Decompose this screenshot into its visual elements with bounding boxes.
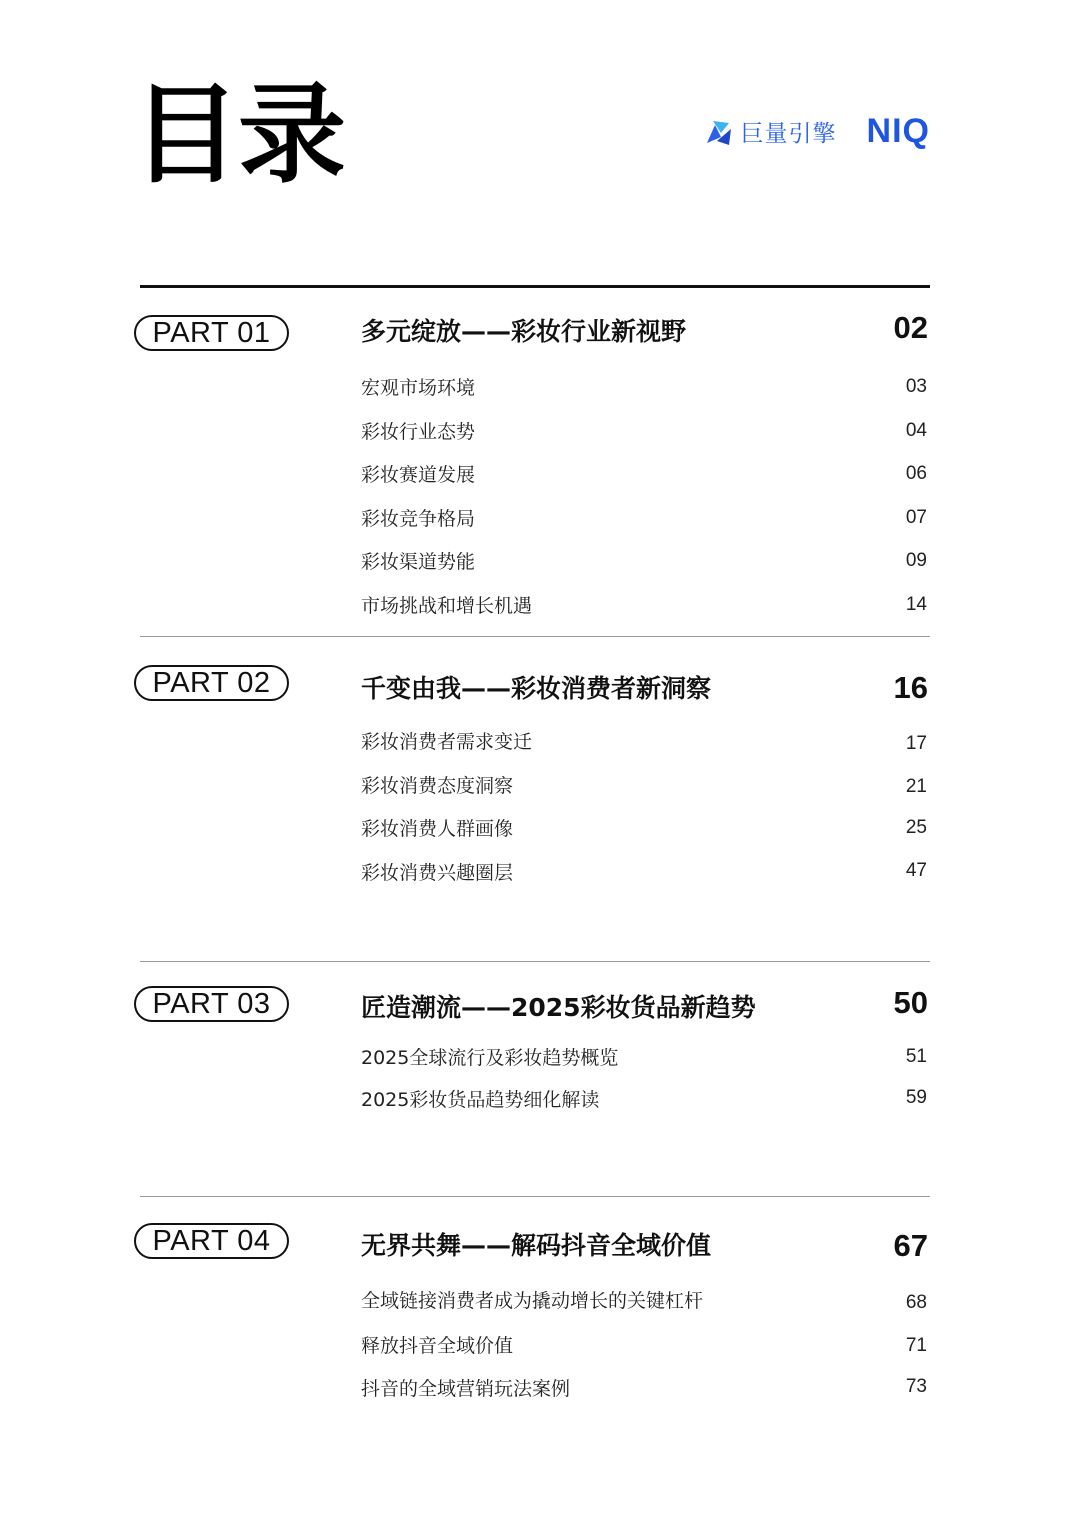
toc-item-page: 25 xyxy=(905,817,927,838)
toc-item[interactable]: 2025全球流行及彩妆趋势概览 xyxy=(361,1047,619,1069)
toc-item[interactable]: 抖音的全域营销玩法案例 xyxy=(361,1378,571,1400)
toc-item-page: 47 xyxy=(905,860,927,881)
section-title[interactable]: 无界共舞——解码抖音全域价值 xyxy=(361,1231,712,1260)
toc-item[interactable]: 市场挑战和增长机遇 xyxy=(361,595,533,617)
part-badge: PART 01 xyxy=(134,315,289,351)
toc-item[interactable]: 彩妆行业态势 xyxy=(361,421,476,443)
toc-item[interactable]: 彩妆消费兴趣圈层 xyxy=(361,862,514,884)
toc-item[interactable]: 宏观市场环境 xyxy=(361,377,476,399)
section-divider xyxy=(140,961,930,962)
section-title[interactable]: 多元绽放——彩妆行业新视野 xyxy=(361,317,687,346)
toc-item-page: 07 xyxy=(905,507,927,528)
toc-item-page: 71 xyxy=(905,1335,927,1356)
toc-item-page: 03 xyxy=(905,376,927,397)
section-title[interactable]: 千变由我——彩妆消费者新洞察 xyxy=(361,674,712,703)
toc-item-page: 14 xyxy=(905,594,927,615)
toc-item-page: 04 xyxy=(905,420,927,441)
top-rule xyxy=(140,285,930,288)
toc-item[interactable]: 释放抖音全域价值 xyxy=(361,1335,514,1357)
section-page-number: 50 xyxy=(893,985,928,1020)
ocean-engine-logo-text: 巨量引擎 xyxy=(740,121,837,147)
part-badge: PART 03 xyxy=(134,986,289,1022)
section-page-number: 67 xyxy=(893,1228,928,1263)
part-badge: PART 02 xyxy=(134,665,289,701)
toc-item-page: 68 xyxy=(905,1292,927,1313)
toc-item[interactable]: 彩妆赛道发展 xyxy=(361,464,476,486)
ocean-engine-logo xyxy=(701,115,837,149)
section-divider xyxy=(140,636,930,637)
toc-item[interactable]: 彩妆消费态度洞察 xyxy=(361,775,514,797)
toc-item-page: 09 xyxy=(905,550,927,571)
toc-item[interactable]: 彩妆消费者需求变迁 xyxy=(361,731,533,753)
section-page-number: 02 xyxy=(893,310,928,345)
toc-item[interactable]: 彩妆竞争格局 xyxy=(361,508,476,530)
part-badge: PART 04 xyxy=(134,1223,289,1259)
toc-item-page: 59 xyxy=(905,1087,927,1108)
section-divider xyxy=(140,1196,930,1197)
toc-item[interactable]: 2025彩妆货品趋势细化解读 xyxy=(361,1089,600,1111)
toc-item[interactable]: 彩妆渠道势能 xyxy=(361,551,476,573)
toc-item[interactable]: 彩妆消费人群画像 xyxy=(361,818,514,840)
toc-item-page: 21 xyxy=(905,776,927,797)
toc-item-page: 73 xyxy=(905,1376,927,1397)
ocean-engine-logo-icon xyxy=(701,115,735,149)
logo-group xyxy=(701,112,930,151)
section-title[interactable]: 匠造潮流——2025彩妆货品新趋势 xyxy=(361,993,756,1022)
page-title: 目录 xyxy=(132,73,345,198)
toc-item-page: 17 xyxy=(905,733,927,754)
section-page-number: 16 xyxy=(893,670,928,705)
toc-item-page: 51 xyxy=(905,1046,927,1067)
toc-item[interactable]: 全域链接消费者成为撬动增长的关键杠杆 xyxy=(361,1290,704,1312)
toc-item-page: 06 xyxy=(905,463,927,484)
niq-logo: NIQ xyxy=(866,112,930,150)
